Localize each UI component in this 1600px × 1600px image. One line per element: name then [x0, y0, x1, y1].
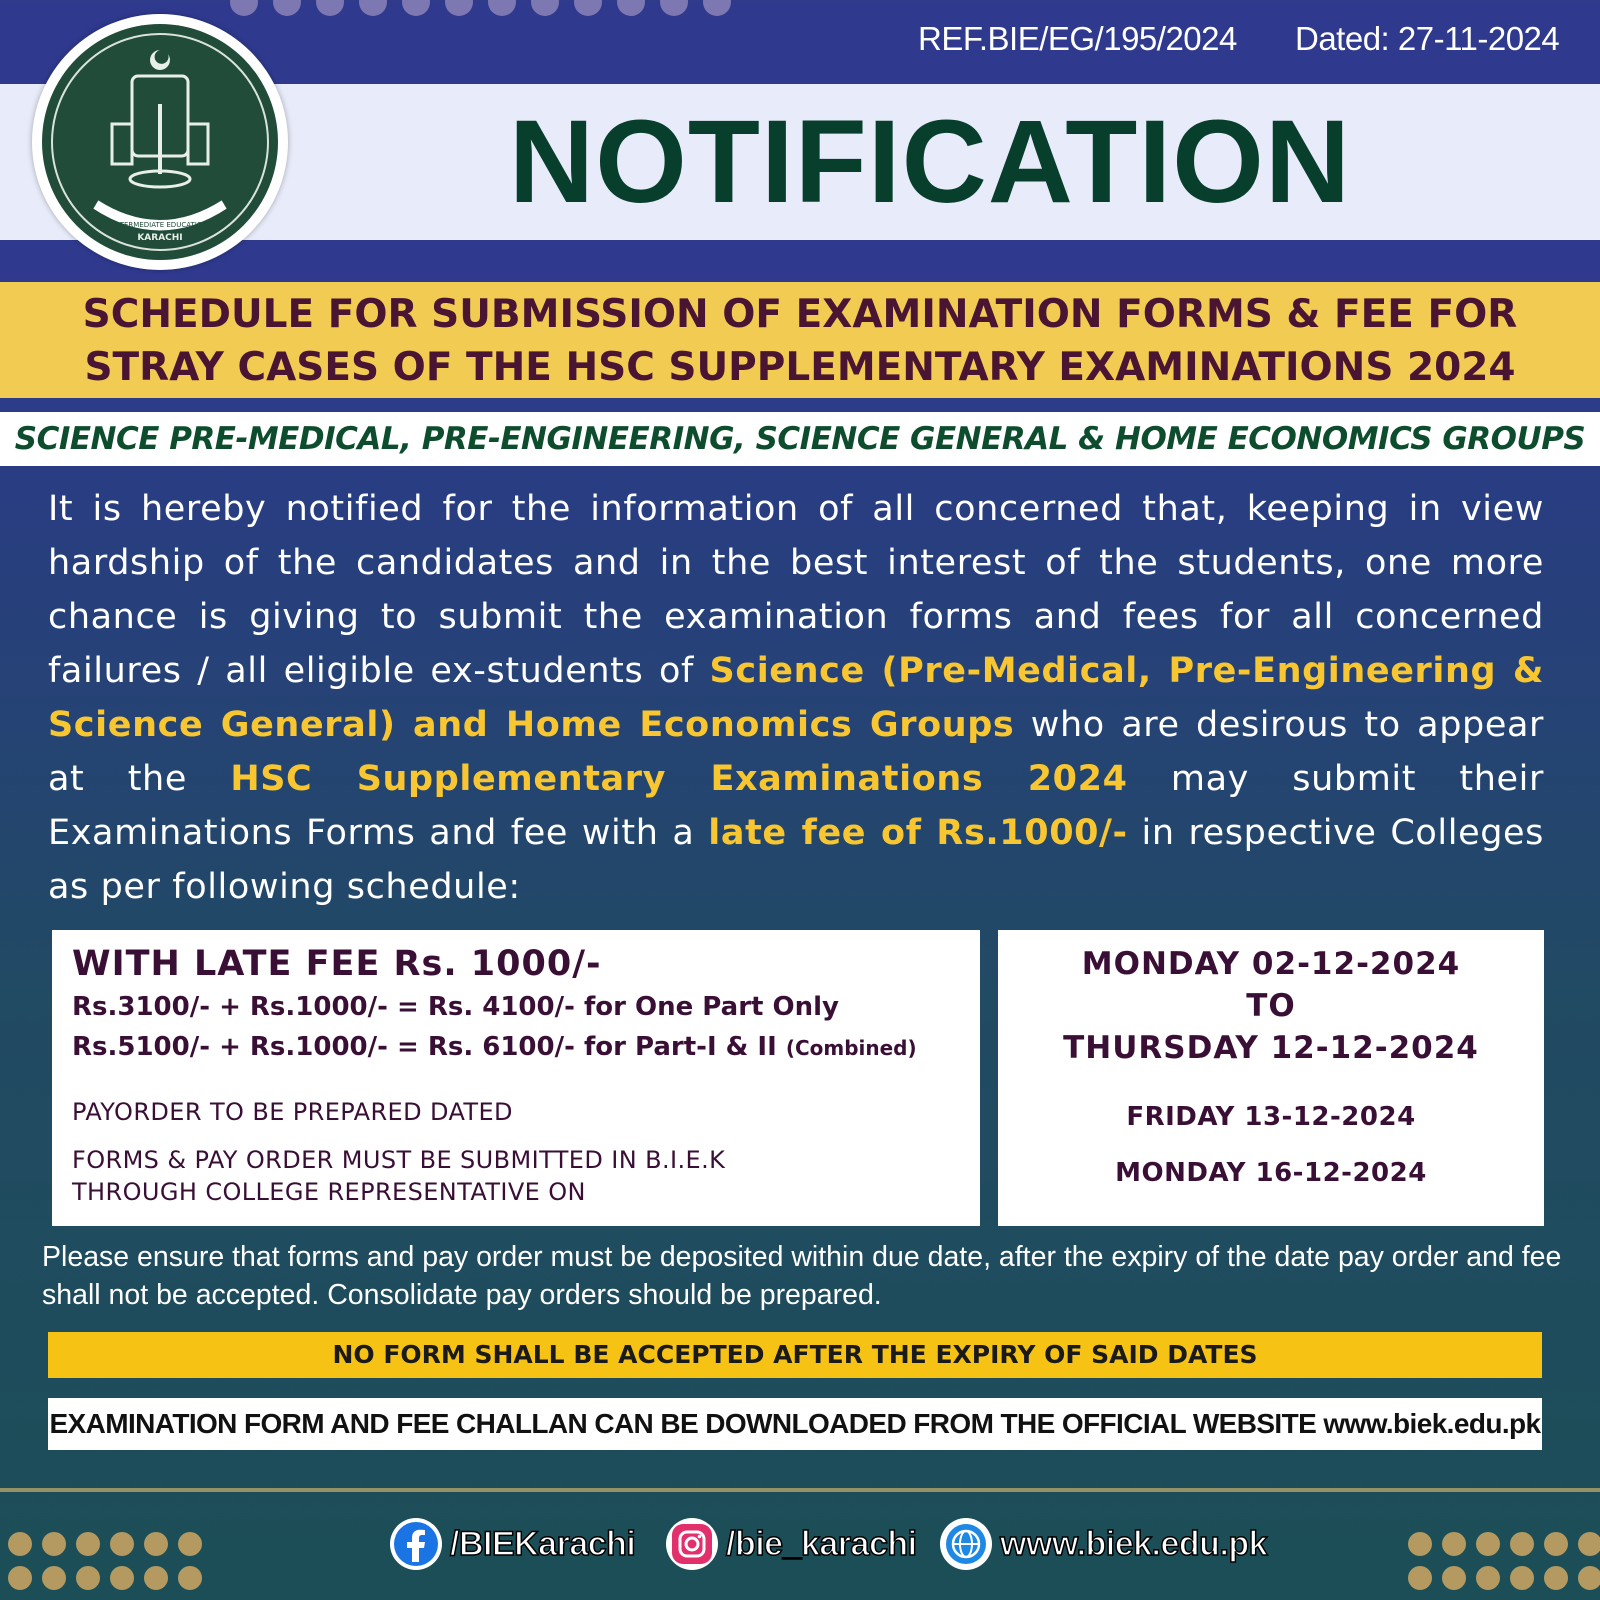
late-fee-box	[52, 930, 980, 1226]
fee-combined	[72, 1032, 917, 1062]
body-part-3: may submit their Examinations Forms and fee with a	[48, 759, 1544, 853]
body-part-2: who are desirous to appear at the	[48, 705, 1544, 799]
download-text: EXAMINATION FORM AND FEE CHALLAN CAN BE DOWNLOADED FROM THE OFFICIAL WEBSITE www.biek.edu.pk	[49, 1408, 1541, 1439]
submission-date: MONDAY 16-12-2024	[1115, 1158, 1427, 1188]
bottom-left-dots	[8, 1532, 202, 1590]
facebook-handle[interactable]: /BIEKarachi	[450, 1524, 636, 1563]
instagram-link[interactable]	[666, 1518, 917, 1570]
groups-heading: SCIENCE PRE-MEDICAL, PRE-ENGINEERING, SCIENCE GENERAL & HOME ECONOMICS GROUPS	[14, 421, 1586, 457]
logo-text-top: BOARD OF	[138, 211, 182, 220]
body-part-4: in respective Colleges as per following schedule:	[48, 813, 1544, 907]
date-from: MONDAY 02-12-2024	[1081, 946, 1461, 982]
date: Dated: 27-11-2024	[1295, 20, 1560, 57]
schedule-heading	[0, 288, 1600, 394]
body-part-1: It is hereby notified for the information of all concerned that, keeping in view hardship of the candidates and in the best interest of the students, one more chance is giving to submit the examination forms and fees for all concerned failures / all eligible ex-students of	[48, 489, 1544, 691]
body-highlight-groups: Science (Pre-Medical, Pre-Engineering & Science General) and Home Economics Groups	[48, 651, 1544, 745]
top-decorative-dots	[230, 0, 731, 16]
website-url[interactable]: www.biek.edu.pk	[1000, 1524, 1268, 1563]
body-highlight-exam: HSC Supplementary Examinations 2024	[230, 759, 1128, 799]
payorder-label: PAYORDER TO BE PREPARED DATED	[72, 1098, 513, 1126]
page-title: NOTIFICATION	[508, 96, 1352, 228]
fee-combined-text: Rs.5100/- + Rs.1000/- = Rs. 6100/- for Part-I & II	[72, 1032, 777, 1062]
footer-divider	[0, 1488, 1600, 1492]
logo-text-bottom: KARACHI	[137, 233, 183, 243]
schedule-line-2: STRAY CASES OF THE HSC SUPPLEMENTARY EXAMINATIONS 2024	[84, 345, 1516, 390]
website-link[interactable]	[940, 1518, 1267, 1570]
facebook-link[interactable]	[390, 1518, 635, 1570]
reference-number: REF.BIE/EG/195/2024	[918, 20, 1237, 57]
logo-text-mid: INTERMEDIATE EDUCATION	[112, 221, 208, 229]
forms-line-1: FORMS & PAY ORDER MUST BE SUBMITTED IN B.I.E.K	[72, 1146, 726, 1174]
payorder-date: FRIDAY 13-12-2024	[1126, 1102, 1416, 1132]
facebook-icon	[390, 1518, 442, 1570]
board-logo	[32, 14, 288, 270]
body-highlight-fee: late fee of Rs.1000/-	[708, 813, 1128, 853]
date-to-label: TO	[1246, 988, 1296, 1024]
instagram-icon	[666, 1518, 718, 1570]
forms-submission-label	[72, 1144, 725, 1208]
globe-icon	[940, 1518, 992, 1570]
date-until: THURSDAY 12-12-2024	[1063, 1030, 1479, 1066]
dates-box	[998, 930, 1544, 1226]
forms-line-2: THROUGH COLLEGE REPRESENTATIVE ON	[72, 1178, 586, 1206]
instagram-handle[interactable]: /bie_karachi	[726, 1524, 917, 1563]
notification-body	[48, 482, 1544, 914]
schedule-line-1: SCHEDULE FOR SUBMISSION OF EXAMINATION FORMS & FEE FOR	[82, 292, 1518, 337]
fee-one-part: Rs.3100/- + Rs.1000/- = Rs. 4100/- for One Part Only	[72, 992, 839, 1022]
late-fee-title: WITH LATE FEE Rs. 1000/-	[72, 944, 602, 984]
warning-text: NO FORM SHALL BE ACCEPTED AFTER THE EXPIRY OF SAID DATES	[332, 1340, 1258, 1369]
bottom-right-dots	[1408, 1532, 1600, 1590]
ensure-note: Please ensure that forms and pay order must be deposited within due date, after the expiry of the date pay order and fee shall not be accepted. Consolidate pay orders should be prepared.	[42, 1241, 1562, 1311]
fee-combined-suffix: (Combined)	[785, 1036, 917, 1060]
